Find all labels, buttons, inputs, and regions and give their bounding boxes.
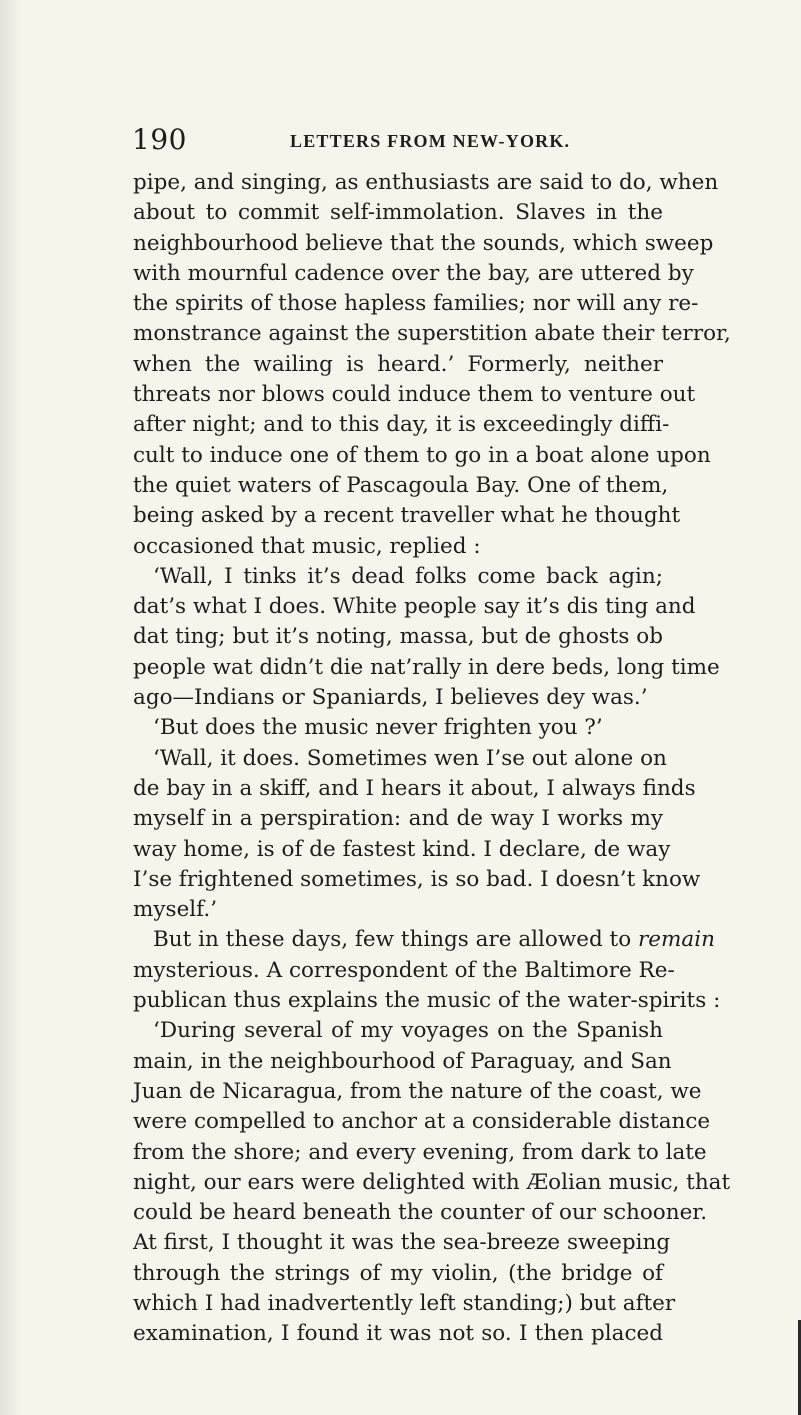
text-line [133,380,696,410]
text-line-content: examination, I found it was not so. I then placed [133,1321,663,1347]
text-line-content: through the strings of my violin, (the bridge of [133,1260,663,1286]
text-line-content: dat’s what I does. White people say it’s dis ting and [133,594,696,620]
text-line [133,925,715,955]
text-line-content: neighbourhood believe that the sounds, which sweep [133,230,714,256]
text-line [133,744,667,774]
text-line [133,1319,663,1349]
text-line-content: pipe, and singing, as enthusiasts are said to do, when [133,170,719,195]
text-line [133,774,696,804]
text-line [133,865,701,895]
text-line-content: threats nor blows could induce them to venture out [133,382,696,408]
text-line [133,1259,663,1289]
text-line-content: I’se frightened sometimes, is so bad. I doesn’t know [133,866,701,892]
text-line [133,1289,676,1319]
text-line-content: Juan de Nicaragua, from the nature of the coast, we [133,1078,702,1104]
text-line [133,1016,663,1046]
text-line-content: after night; and to this day, it is exceedingly diffi- [133,412,670,438]
text-line [133,1077,702,1107]
text-line-content: from the shore; and every evening, from dark to late [133,1139,707,1165]
text-line-content: with mournful cadence over the bay, are uttered by [133,260,694,286]
text-line-content: ago—Indians or Spaniards, I believes dey was.’ [133,685,648,711]
text-line [133,653,720,683]
text-line [133,1047,672,1077]
text-line [133,1138,707,1168]
text-line [133,259,694,289]
text-line [133,198,663,228]
text-line-content: But in these days, few things are allowed to [153,927,632,953]
text-line-content: occasioned that music, replied : [133,533,481,559]
text-line-content: about to commit self-immolation. Slaves in the [133,200,663,226]
text-line [133,441,711,471]
text-line [133,1198,708,1228]
text-line-content: publican thus explains the music of the water-spirits : [133,988,721,1014]
page-number: 190 [132,123,187,156]
text-line-content: the quiet waters of Pascagoula Bay. One of them, [133,472,669,498]
text-line-content: being asked by a recent traveller what he thought [133,503,681,529]
body-text [133,168,731,1350]
text-line-content: dat ting; but it’s noting, massa, but de ghosts ob [133,624,663,650]
text-line [133,804,663,834]
text-line [133,835,671,865]
text-line-content: people wat didn’t die nat’rally in dere beds, long time [133,654,720,680]
text-line [133,168,719,198]
text-line [133,532,663,562]
text-line [133,1107,711,1137]
text-line-content: myself in a perspiration: and de way I works my [133,806,663,832]
text-line-content: monstrance against the superstition abate their terror, [133,321,731,347]
text-line-content: mysterious. A correspondent of the Baltimore Re- [133,957,675,983]
italic-word: remain [638,927,715,953]
gutter-shadow [0,0,22,1415]
text-line-content: when the wailing is heard.’ Formerly, neither [133,351,663,377]
text-line [133,562,663,592]
text-line-content: way home, is of de fastest kind. I declare, de way [133,836,671,862]
text-line-content: de bay in a skiff, and I hears it about, I always finds [133,775,696,801]
text-line [133,895,663,925]
text-line [133,592,696,622]
text-line-content: myself.’ [133,897,218,923]
text-line-content: which I had inadvertently left standing;) but after [133,1290,676,1316]
text-line-content: ‘Wall, I tinks it’s dead folks come back agin; [153,563,663,589]
text-line [133,986,721,1016]
text-line-content: ‘Wall, it does. Sometimes wen I’se out alone on [153,745,667,771]
text-line [133,350,663,380]
text-line [133,1168,731,1198]
text-line-content: At first, I thought it was the sea-breeze sweeping [133,1230,671,1256]
text-line-content: night, our ears were delighted with Æolian music, that [133,1169,731,1195]
page-header [132,123,692,163]
running-title: LETTERS FROM NEW-YORK. [290,131,571,151]
text-line [133,229,714,259]
text-line-content: cult to induce one of them to go in a boat alone upon [133,442,711,468]
text-line-content: could be heard beneath the counter of our schooner. [133,1200,708,1226]
text-line-content: ‘But does the music never frighten you ?’ [153,715,603,741]
text-line [133,622,663,652]
text-line [133,1228,671,1258]
text-line-content: ‘During several of my voyages on the Spanish [153,1018,663,1044]
text-line [133,289,699,319]
text-line [133,956,675,986]
text-line [133,683,663,713]
text-line-content: were compelled to anchor at a considerable distance [133,1109,711,1135]
text-line [133,410,670,440]
text-line-content: the spirits of those hapless families; nor will any re- [133,291,699,317]
text-line [133,471,669,501]
text-line [133,501,681,531]
text-line [133,713,663,743]
text-line-content: main, in the neighbourhood of Paraguay, and San [133,1048,672,1074]
text-line [133,319,731,349]
